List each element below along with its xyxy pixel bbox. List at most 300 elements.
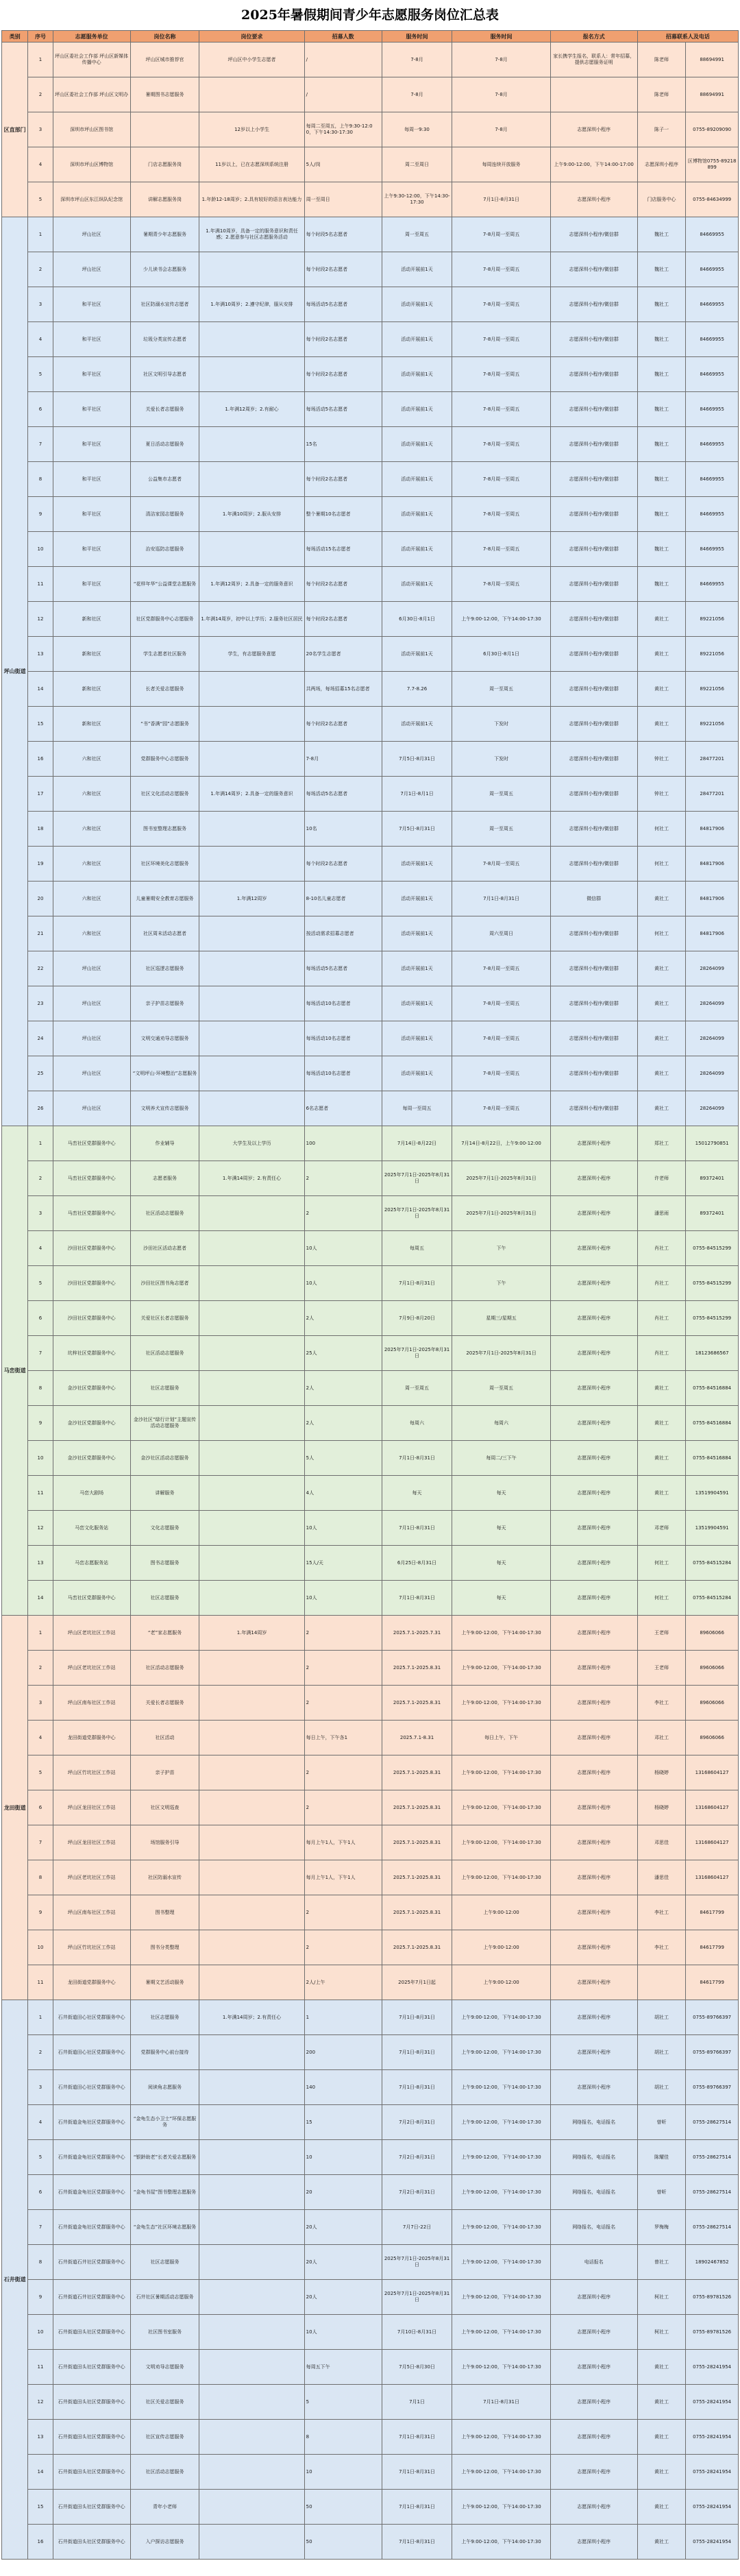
cell-requirements	[199, 916, 304, 951]
cell-service-time-a: 2025.7.1-2025.7.31	[382, 1616, 452, 1651]
cell-service-time-a: 7月1日-8月31日	[382, 2000, 452, 2035]
cell-service-time-b: 上午9:00-12:00，下午14:00-17:30	[452, 2140, 550, 2175]
cell-unit: 坪山区南布社区工作站	[53, 1686, 130, 1721]
cell-requirements: 学生，有志愿服务意愿	[199, 637, 304, 672]
cell-position: 社区志愿服务	[130, 1371, 199, 1406]
cell-headcount: 15名	[304, 427, 382, 462]
cell-index: 7	[28, 2210, 53, 2245]
table-row	[2, 2175, 739, 2210]
cell-contact-name: 邓思佳	[637, 1825, 686, 1860]
cell-requirements	[199, 1406, 304, 1441]
cell-contact-phone: 0755-89209090	[686, 112, 739, 147]
cell-contact-phone: 13519904591	[686, 1511, 739, 1546]
cell-service-time-b: 7-8月周一至周五	[452, 1021, 550, 1056]
cell-contact-name: 柯社工	[637, 2280, 686, 2315]
cell-service-time-b: 周六至周日	[452, 916, 550, 951]
table-row	[2, 1406, 739, 1441]
cell-unit: 石井街道金龟社区党群服务中心	[53, 2105, 130, 2140]
cell-contact-name: 黄社工	[637, 986, 686, 1021]
category-cell: 石井街道	[2, 2000, 28, 2560]
cell-contact-phone: 0755-84515299	[686, 1301, 739, 1336]
cell-index: 4	[28, 322, 53, 357]
cell-service-time-a: 2025年7月1日-2025年8月31日	[382, 1161, 452, 1196]
cell-contact-phone: 89606066	[686, 1651, 739, 1686]
cell-unit: 深圳市坪山区博物馆	[53, 147, 130, 182]
cell-contact-name: 黄社工	[637, 637, 686, 672]
table-row	[2, 2210, 739, 2245]
cell-index: 6	[28, 2175, 53, 2210]
cell-service-time-b: 上午9:00-12:00，下午14:00-17:30	[452, 2245, 550, 2280]
table-row	[2, 951, 739, 986]
cell-service-time-b: 下午	[452, 1266, 550, 1301]
cell-signup: 志愿深圳小程序	[550, 1965, 637, 2000]
cell-service-time-b: 上午9:00-12:00，下午14:00-17:30	[452, 2175, 550, 2210]
cell-unit: 金沙社区党群服务中心	[53, 1441, 130, 1476]
table-row	[2, 392, 739, 427]
cell-requirements	[199, 951, 304, 986]
cell-service-time-b: 每天	[452, 1511, 550, 1546]
cell-position: “文明坪山·环境整治”志愿服务	[130, 1056, 199, 1091]
cell-unit: 龙田街道党群服务中心	[53, 1965, 130, 2000]
cell-index: 11	[28, 1965, 53, 2000]
cell-service-time-a: 2025年7月1日-2025年8月31日	[382, 1336, 452, 1371]
cell-signup: 志愿深圳小程序	[550, 1860, 637, 1895]
cell-index: 9	[28, 2280, 53, 2315]
table-row	[2, 112, 739, 147]
cell-headcount: 周一至周日	[304, 182, 382, 217]
table-body	[2, 42, 739, 2560]
cell-service-time-a: 7月1日-8月31日	[382, 1511, 452, 1546]
table-row	[2, 1686, 739, 1721]
table-row	[2, 2385, 739, 2420]
cell-requirements	[199, 1790, 304, 1825]
cell-service-time-a: 周一至周五	[382, 217, 452, 252]
cell-service-time-a: 活动开展前1天	[382, 287, 452, 322]
cell-contact-name: 邓老师	[637, 1511, 686, 1546]
table-row	[2, 2035, 739, 2070]
cell-contact-phone: 13168604127	[686, 1790, 739, 1825]
cell-contact-name: 何社工	[637, 1546, 686, 1581]
cell-unit: 六和社区	[53, 916, 130, 951]
cell-contact-phone: 15012790851	[686, 1126, 739, 1161]
cell-headcount: 每个时段2名志愿者	[304, 847, 382, 882]
cell-requirements	[199, 77, 304, 112]
cell-requirements	[199, 2105, 304, 2140]
cell-requirements: 大学生及以上学历	[199, 1126, 304, 1161]
cell-contact-name: 曾昕	[637, 2175, 686, 2210]
cell-index: 1	[28, 42, 53, 77]
cell-requirements	[199, 2350, 304, 2385]
cell-position: 亲子护苗志愿服务	[130, 986, 199, 1021]
cell-contact-phone: 0755-89781526	[686, 2280, 739, 2315]
cell-service-time-a: 每周六	[382, 1406, 452, 1441]
cell-unit: 六和社区	[53, 812, 130, 847]
cell-service-time-a: 活动开展前1天	[382, 951, 452, 986]
cell-signup: 志愿深圳小程序/微信群	[550, 847, 637, 882]
cell-headcount: /	[304, 77, 382, 112]
cell-position: “金龟书屋”图书整理志愿服务	[130, 2175, 199, 2210]
cell-headcount: 每场活动5名志愿者	[304, 777, 382, 812]
cell-service-time-b: 上午9:00-12:00，下午14:00-17:30	[452, 2350, 550, 2385]
cell-signup: 志愿深圳小程序/微信群	[550, 1091, 637, 1126]
cell-service-time-a: 7月1日-8月31日	[382, 1266, 452, 1301]
cell-requirements	[199, 1651, 304, 1686]
cell-unit: 石井街道田头社区党群服务中心	[53, 2525, 130, 2560]
cell-signup: 志愿深圳小程序	[550, 1476, 637, 1511]
cell-requirements	[199, 2175, 304, 2210]
cell-position: 场馆服务引导	[130, 1825, 199, 1860]
cell-index: 11	[28, 1476, 53, 1511]
cell-service-time-a: 活动开展前1天	[382, 637, 452, 672]
cell-contact-name: 肖社工	[637, 1336, 686, 1371]
cell-requirements: 1.年满14周岁；2.有责任心	[199, 2000, 304, 2035]
cell-unit: 深圳市坪山区图书馆	[53, 112, 130, 147]
cell-headcount: 每月上午1人，下午1人	[304, 1825, 382, 1860]
cell-position: 社区志愿服务	[130, 1581, 199, 1616]
cell-contact-name: 魏社工	[637, 287, 686, 322]
cell-index: 15	[28, 2490, 53, 2525]
cell-signup: 志愿深圳小程序	[550, 2490, 637, 2525]
cell-service-time-b: 上午9:00-12:00，下午14:00-17:30	[452, 1860, 550, 1895]
cell-unit: 石井街道田心社区党群服务中心	[53, 2035, 130, 2070]
cell-contact-name: 郑社工	[637, 1126, 686, 1161]
cell-unit: 沙田社区党群服务中心	[53, 1266, 130, 1301]
cell-contact-phone: 28264099	[686, 986, 739, 1021]
cell-signup: 网络报名，电话报名	[550, 2140, 637, 2175]
cell-contact-phone: 0755-84516884	[686, 1371, 739, 1406]
table-row	[2, 2490, 739, 2525]
cell-headcount: 2人	[304, 1371, 382, 1406]
cell-contact-phone: 0755-28241954	[686, 2525, 739, 2560]
table-row	[2, 1371, 739, 1406]
cell-contact-name: 黄社工	[637, 2350, 686, 2385]
cell-index: 6	[28, 1790, 53, 1825]
category-cell: 马峦街道	[2, 1126, 28, 1616]
cell-position: 图书整理	[130, 1895, 199, 1930]
cell-headcount: 2	[304, 1161, 382, 1196]
cell-unit: 龙田街道党群服务中心	[53, 1721, 130, 1755]
cell-service-time-b: 7-8月周一至周五	[452, 322, 550, 357]
cell-index: 23	[28, 986, 53, 1021]
cell-service-time-a: 7月2日-8月31日	[382, 2140, 452, 2175]
cell-contact-name: 黄社工	[637, 2385, 686, 2420]
cell-position: “书”香满“园”志愿服务	[130, 707, 199, 742]
cell-headcount: 20人	[304, 2245, 382, 2280]
cell-service-time-b: 上午9:00-12:00，下午14:00-17:30	[452, 1790, 550, 1825]
cell-service-time-b: 上午9:00-12:00，下午14:00-17:30	[452, 2210, 550, 2245]
cell-position: 关爱长者志愿服务	[130, 1686, 199, 1721]
cell-index: 3	[28, 287, 53, 322]
cell-signup: 志愿深圳小程序/微信群	[550, 1021, 637, 1056]
cell-requirements	[199, 532, 304, 567]
cell-index: 22	[28, 951, 53, 986]
table-row	[2, 1266, 739, 1301]
cell-service-time-b: 上午9:00-12:00，下午14:00-17:30	[452, 2525, 550, 2560]
cell-service-time-b: 7月1日-8月31日	[452, 182, 550, 217]
cell-service-time-a: 周二至周日	[382, 147, 452, 182]
cell-unit: 新和社区	[53, 602, 130, 637]
table-row	[2, 1965, 739, 2000]
cell-headcount: 2	[304, 1651, 382, 1686]
cell-headcount: 2	[304, 1686, 382, 1721]
cell-signup: 志愿深圳小程序	[550, 1790, 637, 1825]
cell-position: 社区巡逻志愿服务	[130, 951, 199, 986]
cell-service-time-a: 7月10日-8月31日	[382, 2315, 452, 2350]
cell-index: 11	[28, 2350, 53, 2385]
cell-service-time-b: 周一至周五	[452, 777, 550, 812]
cell-contact-name: 何社工	[637, 847, 686, 882]
cell-signup: 志愿深圳小程序/微信群	[550, 777, 637, 812]
cell-index: 2	[28, 1651, 53, 1686]
cell-requirements	[199, 2315, 304, 2350]
cell-contact-name: 黄社工	[637, 2525, 686, 2560]
cell-headcount: 10人	[304, 1231, 382, 1266]
cell-contact-phone: 84669955	[686, 462, 739, 497]
cell-requirements: 12岁以上小学生	[199, 112, 304, 147]
cell-signup: 志愿深圳小程序/微信群	[550, 462, 637, 497]
cell-index: 12	[28, 1511, 53, 1546]
cell-contact-phone: 0755-84515299	[686, 1266, 739, 1301]
cell-headcount: 整个暑期10名志愿者	[304, 497, 382, 532]
cell-headcount: 15	[304, 2105, 382, 2140]
cell-index: 7	[28, 1825, 53, 1860]
cell-requirements	[199, 1860, 304, 1895]
cell-position: 图书分类整理	[130, 1930, 199, 1965]
cell-headcount: 每个时段2名志愿者	[304, 602, 382, 637]
cell-requirements	[199, 1476, 304, 1511]
cell-index: 16	[28, 2525, 53, 2560]
cell-position: 清洁家园志愿服务	[130, 497, 199, 532]
table-row	[2, 1581, 739, 1616]
cell-service-time-b: 上午9:00-12:00，下午14:00-17:30	[452, 1651, 550, 1686]
cell-service-time-a: 活动开展前1天	[382, 567, 452, 602]
cell-service-time-b: 7-8月周一至周五	[452, 252, 550, 287]
cell-service-time-a: 2025.7.1-2025.8.31	[382, 1825, 452, 1860]
cell-unit: 六和社区	[53, 847, 130, 882]
cell-contact-phone: 18123686567	[686, 1336, 739, 1371]
cell-unit: 和平社区	[53, 567, 130, 602]
cell-contact-phone: 0755-28627514	[686, 2210, 739, 2245]
cell-position: 文明交通劝导志愿服务	[130, 1021, 199, 1056]
cell-headcount: 10人	[304, 1581, 382, 1616]
cell-signup: 志愿深圳小程序	[550, 1301, 637, 1336]
cell-position: 社区活动志愿服务	[130, 1336, 199, 1371]
cell-index: 14	[28, 2455, 53, 2490]
cell-unit: 石井街道田头社区党群服务中心	[53, 2350, 130, 2385]
cell-position: 文化志愿服务	[130, 1511, 199, 1546]
cell-headcount: 20	[304, 2175, 382, 2210]
cell-signup: 志愿深圳小程序/微信群	[550, 602, 637, 637]
cell-service-time-a: 7月5日-8月31日	[382, 812, 452, 847]
table-row	[2, 322, 739, 357]
cell-contact-name: 曾社工	[637, 2245, 686, 2280]
cell-index: 7	[28, 427, 53, 462]
cell-service-time-b: 下午	[452, 1231, 550, 1266]
cell-signup: 志愿深圳小程序/微信群	[550, 322, 637, 357]
cell-requirements	[199, 1266, 304, 1301]
header-position: 岗位名称	[130, 31, 199, 42]
cell-position: 沙田社区活动志愿者	[130, 1231, 199, 1266]
cell-headcount: 2人/上午	[304, 1965, 382, 2000]
cell-unit: 和平社区	[53, 357, 130, 392]
cell-contact-name: 魏社工	[637, 462, 686, 497]
table-row	[2, 1825, 739, 1860]
cell-position: 社区文明巡查	[130, 1790, 199, 1825]
volunteer-positions-table	[1, 30, 739, 2560]
cell-unit: 六和社区	[53, 742, 130, 777]
cell-unit: 六和社区	[53, 777, 130, 812]
cell-contact-name: 钟社工	[637, 742, 686, 777]
cell-service-time-b: 7-8月周一至周五	[452, 532, 550, 567]
cell-signup: 电话报名	[550, 2245, 637, 2280]
cell-service-time-a: 6月30日-8月1日	[382, 602, 452, 637]
cell-unit: 坪山社区	[53, 1021, 130, 1056]
cell-contact-phone: 28264099	[686, 951, 739, 986]
cell-position: 党群服务中心前台接待	[130, 2035, 199, 2070]
cell-headcount: 每个时段2名志愿者	[304, 707, 382, 742]
table-row	[2, 882, 739, 916]
cell-headcount: 10人	[304, 1266, 382, 1301]
cell-position: 作业辅导	[130, 1126, 199, 1161]
cell-headcount: /	[304, 42, 382, 77]
cell-signup: 志愿深圳小程序	[550, 1406, 637, 1441]
cell-signup: 志愿深圳小程序	[550, 2525, 637, 2560]
cell-service-time-b: 2025年7月1日-2025年8月31日	[452, 1336, 550, 1371]
cell-headcount: 10人	[304, 1511, 382, 1546]
cell-requirements	[199, 1581, 304, 1616]
cell-service-time-b: 7月14日-8月22日，上午9:00-12:00	[452, 1126, 550, 1161]
table-row	[2, 1301, 739, 1336]
cell-index: 3	[28, 1686, 53, 1721]
cell-signup: 志愿深圳小程序/微信群	[550, 812, 637, 847]
cell-signup: 志愿深圳小程序/微信群	[550, 357, 637, 392]
table-row	[2, 2420, 739, 2455]
cell-position: 社区防溺水宣传	[130, 1860, 199, 1895]
cell-position: 亲子护苗	[130, 1755, 199, 1790]
cell-position: 金沙社区活动志愿服务	[130, 1441, 199, 1476]
cell-service-time-a: 2025.7.1-2025.8.31	[382, 1790, 452, 1825]
cell-contact-name: 李社工	[637, 1686, 686, 1721]
cell-position: “花样年华”公益课堂志愿服务	[130, 567, 199, 602]
cell-position: 门店志愿服务岗	[130, 147, 199, 182]
cell-unit: 石井街道田头社区党群服务中心	[53, 2420, 130, 2455]
cell-contact-name: 魏社工	[637, 567, 686, 602]
category-cell: 坪山街道	[2, 217, 28, 1126]
cell-contact-phone: 0755-89766397	[686, 2035, 739, 2070]
table-row	[2, 1476, 739, 1511]
cell-service-time-a: 7月2日-8月31日	[382, 2175, 452, 2210]
cell-unit: 和平社区	[53, 462, 130, 497]
table-row	[2, 2280, 739, 2315]
cell-position: 图书志愿服务	[130, 1546, 199, 1581]
cell-service-time-b: 7-8月	[452, 42, 550, 77]
cell-requirements	[199, 427, 304, 462]
cell-requirements	[199, 2455, 304, 2490]
cell-requirements	[199, 1755, 304, 1790]
cell-requirements	[199, 2245, 304, 2280]
cell-unit: 坪山区南布社区工作站	[53, 1895, 130, 1930]
cell-contact-name: 黄社工	[637, 1476, 686, 1511]
cell-signup: 志愿深圳小程序	[550, 2070, 637, 2105]
cell-position: 沙田社区图书角志愿者	[130, 1266, 199, 1301]
cell-headcount: 每个时段2名志愿者	[304, 322, 382, 357]
cell-signup: 志愿深圳小程序	[550, 2455, 637, 2490]
cell-contact-name: 黄社工	[637, 1021, 686, 1056]
cell-service-time-a: 活动开展前1天	[382, 916, 452, 951]
table-row	[2, 1196, 739, 1231]
table-row	[2, 2455, 739, 2490]
cell-index: 3	[28, 1196, 53, 1231]
cell-unit: 坪山区龙田社区工作站	[53, 1790, 130, 1825]
cell-headcount: 每个时段5名志愿者	[304, 217, 382, 252]
cell-contact-name: 杨晓婷	[637, 1755, 686, 1790]
cell-position: 社区图书室服务	[130, 2315, 199, 2350]
cell-contact-phone: 89372401	[686, 1196, 739, 1231]
cell-unit: 坪山区竹坑社区工作站	[53, 1755, 130, 1790]
cell-headcount: 每场活动10名志愿者	[304, 986, 382, 1021]
cell-signup: 志愿深圳小程序	[550, 182, 637, 217]
cell-service-time-b: 上午9:00-12:00，下午14:00-17:30	[452, 2455, 550, 2490]
cell-signup: 网络报名，电话报名	[550, 2175, 637, 2210]
cell-service-time-b: 7月1日-8月31日	[452, 882, 550, 916]
cell-headcount: 2	[304, 1930, 382, 1965]
cell-contact-phone: 84817906	[686, 882, 739, 916]
cell-service-time-a: 2025.7.1-2025.8.31	[382, 1860, 452, 1895]
cell-contact-phone: 0755-84515299	[686, 1231, 739, 1266]
cell-service-time-b: 周一至周五	[452, 672, 550, 707]
cell-index: 14	[28, 1581, 53, 1616]
cell-service-time-a: 2025.7.1-2025.8.31	[382, 1895, 452, 1930]
cell-requirements	[199, 1965, 304, 2000]
cell-contact-phone: 84817906	[686, 916, 739, 951]
cell-index: 20	[28, 882, 53, 916]
cell-contact-phone: 84617799	[686, 1930, 739, 1965]
cell-requirements: 1.年龄12-18周岁；2.具有较好的语言表达能力	[199, 182, 304, 217]
cell-service-time-a: 活动开展前1天	[382, 847, 452, 882]
cell-headcount: 2	[304, 1196, 382, 1231]
cell-unit: 沙田社区党群服务中心	[53, 1301, 130, 1336]
cell-position: 金沙社区“绿行计划”主题宣传活动志愿服务	[130, 1406, 199, 1441]
cell-unit: 和平社区	[53, 322, 130, 357]
cell-requirements	[199, 2490, 304, 2525]
cell-service-time-b: 7-8月周一至周五	[452, 427, 550, 462]
cell-service-time-a: 2025年7月1日起	[382, 1965, 452, 2000]
cell-service-time-b: 下发时	[452, 707, 550, 742]
cell-headcount: 每个时段2名志愿者	[304, 252, 382, 287]
cell-position: 学生志愿者社区服务	[130, 637, 199, 672]
cell-requirements	[199, 1546, 304, 1581]
cell-service-time-b: 7-8月周一至周五	[452, 847, 550, 882]
cell-requirements: 1.年满10周岁；2.遵守纪律，服从安排	[199, 287, 304, 322]
cell-position: 社区关爱志愿服务	[130, 2385, 199, 2420]
cell-signup: 志愿深圳小程序/微信群	[550, 392, 637, 427]
cell-position: 党群服务中心志愿服务	[130, 742, 199, 777]
cell-service-time-b: 上午9:00-12:00，下午14:00-17:30	[452, 1616, 550, 1651]
cell-service-time-a: 7-8月	[382, 77, 452, 112]
cell-contact-phone: 28477201	[686, 742, 739, 777]
cell-index: 10	[28, 1441, 53, 1476]
cell-signup: 志愿深圳小程序	[550, 1581, 637, 1616]
cell-contact-phone: 84669955	[686, 567, 739, 602]
cell-requirements: 1.年满14周岁；2.有责任心	[199, 1161, 304, 1196]
cell-contact-phone: 13168604127	[686, 1755, 739, 1790]
cell-signup: 志愿深圳小程序/微信群	[550, 532, 637, 567]
cell-signup: 志愿深圳小程序/微信群	[550, 252, 637, 287]
cell-contact-name: 黄社工	[637, 951, 686, 986]
cell-index: 2	[28, 252, 53, 287]
cell-position: “老”家志愿服务	[130, 1616, 199, 1651]
cell-index: 1	[28, 1126, 53, 1161]
